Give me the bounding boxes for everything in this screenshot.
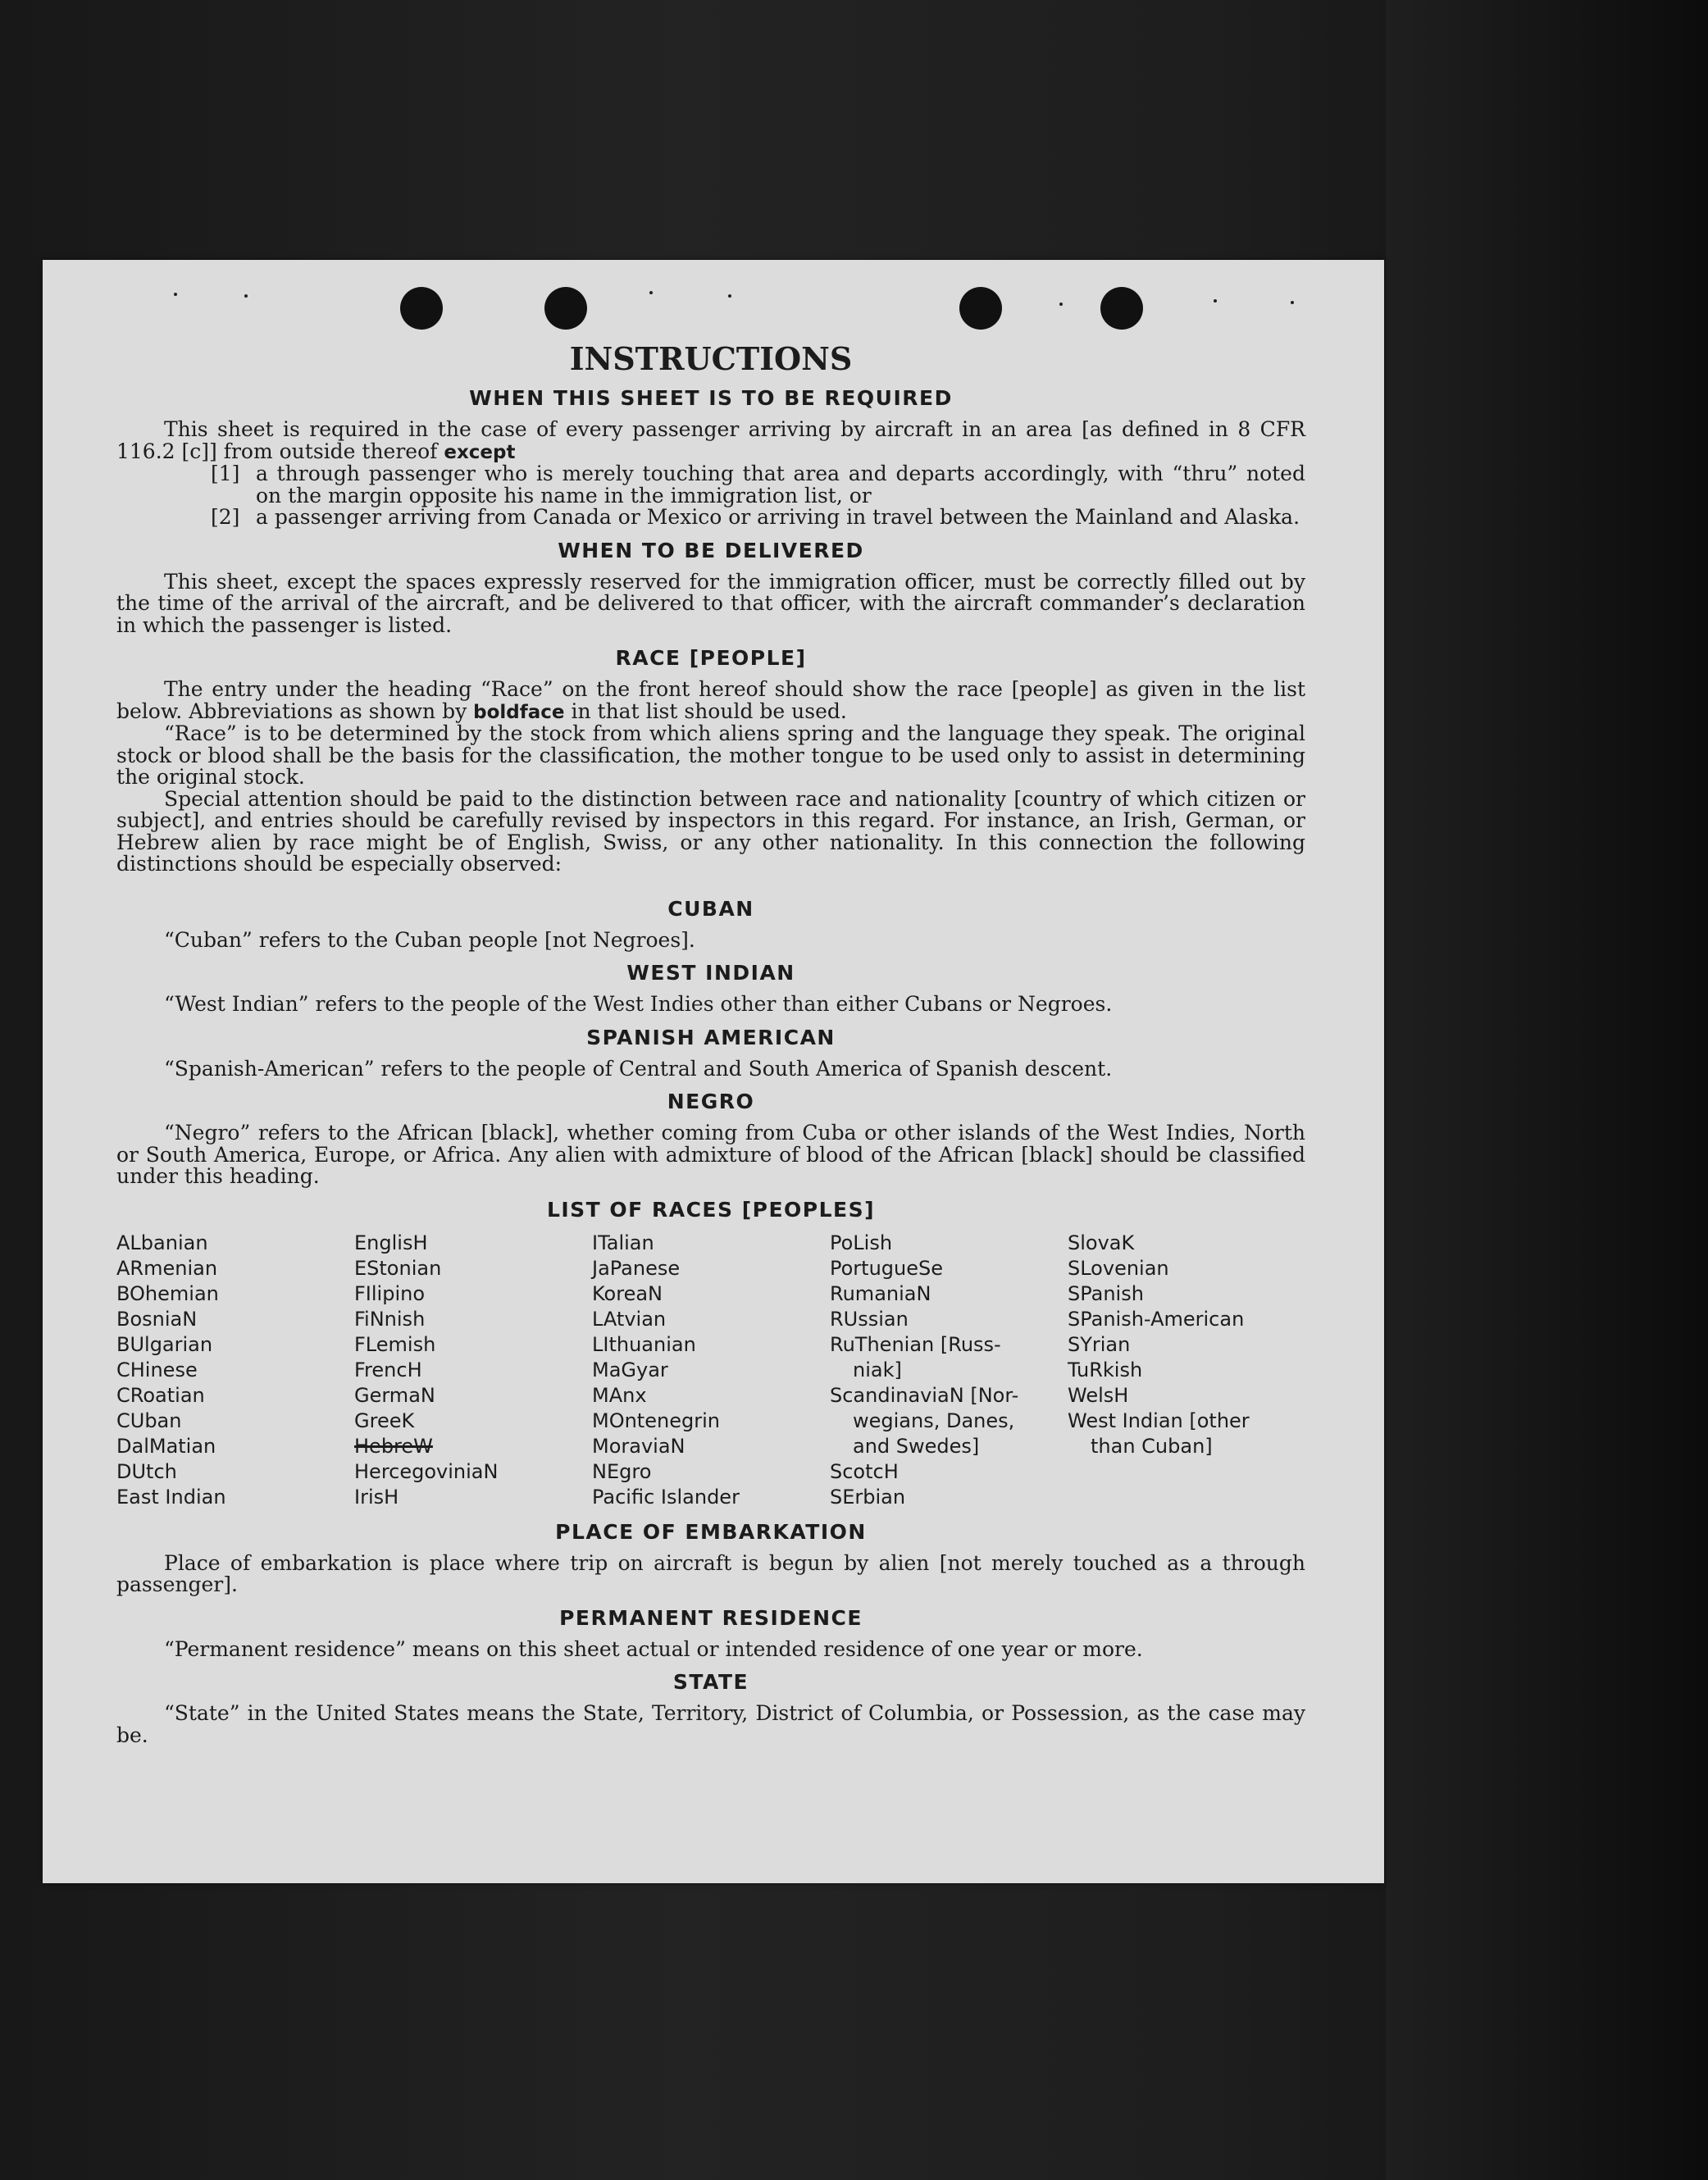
paragraph: “Spanish-American” refers to the people of Central and South America of Spanish descent. (164, 1056, 1113, 1081)
race-entry: SErbian (830, 1485, 906, 1509)
section-heading: STATE (672, 1670, 749, 1694)
paragraph: “West Indian” refers to the people of the West Indies other than either Cubans or Negroes. (164, 992, 1113, 1016)
race-entry: SPanish-American (1068, 1307, 1245, 1331)
race-column (354, 1231, 592, 1510)
race-entry: West Indian [other (1068, 1409, 1250, 1432)
page-title: INSTRUCTIONS (569, 340, 853, 377)
paragraph: “Negro” refers to the African [black], whether coming from Cuba or other islands of the West Indies, North or South America, Europe, or Africa. Any alien with admixture of blood of the African [black] should be classified under this heading. (116, 1121, 1305, 1188)
speck (1059, 303, 1063, 306)
section-heading: WHEN THIS SHEET IS TO BE REQUIRED (469, 386, 953, 410)
paragraph: “Permanent residence” means on this sheet actual or intended residence of one year or more. (164, 1636, 1143, 1661)
section-heading: CUBAN (667, 896, 754, 921)
race-entry: FLemish (354, 1332, 436, 1356)
section-heading: RACE [PEOPLE] (615, 646, 807, 670)
paragraph: “State” in the United States means the State, Territory, District of Columbia, or Possession, as the case may be. (116, 1701, 1305, 1747)
race-entry: HebreW (354, 1434, 433, 1458)
race-entry: BosniaN (116, 1307, 198, 1331)
race-entry: GreeK (354, 1409, 415, 1432)
speck (244, 294, 248, 298)
speck (1214, 299, 1217, 303)
race-entry: ScotcH (830, 1459, 899, 1483)
race-column (830, 1231, 1068, 1510)
paragraph: This sheet, except the spaces expressly reserved for the immigration officer, must be correctly filled out by the time of the arrival of the aircraft, and be delivered to that officer, with the aircraft commander’s declaration in which the passenger is listed. (116, 569, 1305, 637)
race-entry: PoLish (830, 1231, 893, 1254)
race-entry: niak] (853, 1358, 902, 1381)
race-entry: DalMatian (116, 1434, 216, 1458)
race-entry: KoreaN (592, 1281, 663, 1305)
race-entry: PortugueSe (830, 1256, 943, 1280)
speck (728, 294, 731, 298)
scan-right-shadow (1386, 0, 1708, 2180)
race-column (116, 1231, 354, 1510)
race-entry: BOhemian (116, 1281, 219, 1305)
race-entry: RumaniaN (830, 1281, 931, 1305)
race-entry: SPanish (1068, 1281, 1144, 1305)
section-heading: SPANISH AMERICAN (586, 1025, 836, 1049)
race-entry: EnglisH (354, 1231, 428, 1254)
instructions-text (116, 342, 1305, 1746)
race-entry: JaPanese (592, 1256, 681, 1280)
race-entry: CRoatian (116, 1383, 205, 1407)
punch-hole (544, 287, 587, 330)
race-entry: IrisH (354, 1485, 399, 1509)
race-entry: MoraviaN (592, 1434, 685, 1458)
race-column (1068, 1231, 1305, 1510)
race-entry: MOntenegrin (592, 1409, 720, 1432)
punch-hole (959, 287, 1002, 330)
race-entry: ScandinaviaN [Nor- (830, 1383, 1019, 1407)
race-entry: than Cuban] (1091, 1434, 1213, 1458)
race-entry: TuRkish (1068, 1358, 1143, 1381)
section-heading: NEGRO (667, 1090, 755, 1113)
section-heading: WEST INDIAN (626, 961, 795, 985)
race-entry: NEgro (592, 1459, 652, 1483)
race-entry: FIlipino (354, 1281, 426, 1305)
race-entry: ITalian (592, 1231, 654, 1254)
race-entry: SYrian (1068, 1332, 1131, 1356)
paragraph: “Cuban” refers to the Cuban people [not Negroes]. (164, 927, 695, 952)
race-entry: Pacific Islander (592, 1485, 740, 1509)
document-page (43, 260, 1384, 1883)
punch-hole (400, 287, 443, 330)
race-entry: HercegoviniaN (354, 1459, 499, 1483)
race-entry: wegians, Danes, (853, 1409, 1015, 1432)
race-entry: RUssian (830, 1307, 909, 1331)
race-entry: EStonian (354, 1256, 442, 1280)
race-entry: RuThenian [Russ- (830, 1332, 1001, 1356)
race-entry: DUtch (116, 1459, 177, 1483)
race-entry: FrencH (354, 1358, 422, 1381)
race-entry: GermaN (354, 1383, 435, 1407)
speck (174, 293, 177, 296)
paragraph: This sheet is required in the case of every passenger arriving by aircraft in an area [as defined in 8 CFR 116.2 [c]] from outside thereof except (116, 417, 1305, 463)
race-entry: East Indian (116, 1485, 226, 1509)
race-entry: ALbanian (116, 1231, 208, 1254)
paragraph: Place of embarkation is place where trip on aircraft is begun by alien [not merely touched as a through passenger]. (116, 1550, 1305, 1596)
punch-hole (1100, 287, 1143, 330)
race-entry: BUlgarian (116, 1332, 213, 1356)
race-entry: FiNnish (354, 1307, 426, 1331)
race-entry: LIthuanian (592, 1332, 696, 1356)
paragraph: Special attention should be paid to the distinction between race and nationality [country of which citizen or subject], and entries should be carefully revised by inspectors in this regard. For instance, an Irish, German, or Hebrew alien by race might be of English, Swiss, or any other nationality. In this connection the following distinctions should be especially observed: (116, 786, 1305, 876)
section-heading: PLACE OF EMBARKATION (555, 1519, 867, 1544)
list-item: [1] a through passenger who is merely touching that area and departs accordingly, with “thru” noted on the margin opposite his name in the immigration list, or (211, 462, 1305, 507)
race-column (592, 1231, 830, 1510)
race-entry: CUban (116, 1409, 182, 1432)
race-entry: and Swedes] (853, 1434, 980, 1458)
paragraph: “Race” is to be determined by the stock from which aliens spring and the language they speak. The original stock or blood shall be the basis for the classification, the mother tongue to be used only to assist in determining the original stock. (116, 721, 1305, 789)
race-entry: WelsH (1068, 1383, 1129, 1407)
speck (1291, 301, 1294, 304)
section-heading: WHEN TO BE DELIVERED (558, 538, 864, 562)
section-heading: PERMANENT RESIDENCE (559, 1605, 863, 1630)
race-entry: MAnx (592, 1383, 647, 1407)
race-entry: CHinese (116, 1358, 198, 1381)
section-heading: LIST OF RACES [PEOPLES] (546, 1197, 876, 1222)
speck (649, 291, 653, 294)
paragraph: The entry under the heading “Race” on the front hereof should show the race [people] as given in the list below. Abbreviations as shown by boldface in that list should be used. (116, 677, 1305, 723)
race-list (116, 1231, 1305, 1510)
race-entry: SLovenian (1068, 1256, 1169, 1280)
race-entry: LAtvian (592, 1307, 667, 1331)
list-item: [2] a passenger arriving from Canada or Mexico or arriving in travel between the Mainland and Alaska. (211, 505, 1300, 529)
race-entry: SlovaK (1068, 1231, 1135, 1254)
race-entry: MaGyar (592, 1358, 668, 1381)
race-entry: ARmenian (116, 1256, 218, 1280)
